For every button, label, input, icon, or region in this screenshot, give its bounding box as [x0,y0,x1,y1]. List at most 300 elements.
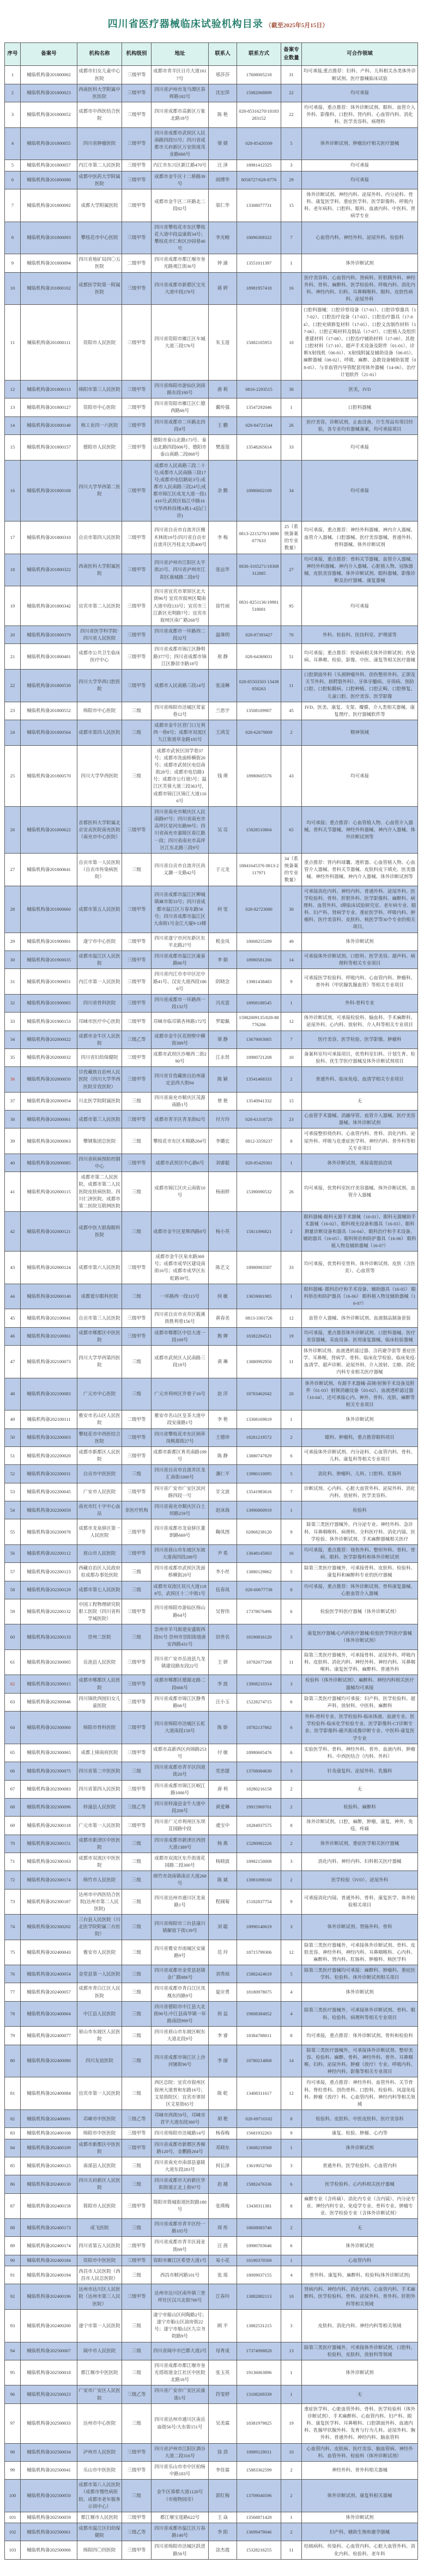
cell-contact-person: 付 敏 [209,1744,237,1762]
cell-phone: 18841645376 0813-2117971 [237,853,281,886]
cell-specialty-count: 1 [281,2360,302,2385]
cell-specialty-count: 11 [281,1345,302,1378]
table-row [5,1544,418,1562]
cell-contact-person: 温珠明 [209,626,237,644]
cell-address: 四川省成都市青羊区经一路105号 [152,2219,209,2237]
cell-institution-name: 四川省肿瘤医院 [77,127,122,160]
cell-specialty-count: 38 [281,380,302,398]
cell-contact-person: 李 睿 [209,2027,237,2045]
cell-institution-level: 三级 [122,2157,152,2175]
cell-registration-number: 械临机构备202000050 [21,1067,77,1093]
cell-registration-number: 械临机构备202100073 [21,1345,77,1378]
cell-cooperation-scope: IVD、医美、康复、支架、瓣膜、介入类相关器械、康复理疗、医疗器械软件等 [302,702,418,720]
cell-contact-person: 朱玉莲 [209,305,237,381]
cell-cooperation-scope: 均可承接，重点推荐：神经外科、血管外科、关节骨科、脊柱骨科、创伤骨科、口腔科、检验科、风湿免疫科、肿瘤（放疗）科、心血管内科、神经内科等相关领域 [302,2077,418,2110]
cell-institution-level: 三级 [122,2480,152,2512]
cell-address: 四川省攀枝花市东区攀枝花大道中段益康街34号；攀枝花市仁和区沙园巷40号 [152,222,209,254]
cell-serial: 3 [5,102,21,128]
cell-serial: 42 [5,1212,21,1252]
table-row [5,416,418,434]
cell-contact-person: 王 妍 [209,1649,237,1675]
cell-institution-name: 成都市青白江区人民医院 [77,1983,122,2001]
cell-specialty-count: 10 [281,2443,302,2461]
cell-specialty-count: 11 [281,1649,302,1675]
cell-cooperation-scope: 均可承接，重点推荐：体外诊断试剂、骨科和检验科 [302,2027,418,2045]
table-row [5,1446,418,1464]
cell-address: 成都市双流区东升街道花园路二段300号 [152,1853,209,1870]
cell-institution-name: 中江县人民医院 [77,2001,122,2027]
cell-contact-person: 易小花 [209,2255,237,2266]
cell-address: 四川省自贡市自流井区龙汇南街1000号 [152,1465,209,1483]
cell-cooperation-scope: 血管介入器械、体外诊断试剂、血液制品制备套装 [302,1309,418,1327]
cell-phone: 18009037155 [237,2266,281,2284]
cell-institution-level: 三级甲等 [122,435,152,461]
cell-serial: 28 [5,886,21,933]
cell-institution-level: 三级甲等 [122,222,152,254]
cell-contact-person: 李 波 [209,1675,237,1693]
cell-registration-number: 械临机构备202500066 [21,2541,77,2559]
table-row [5,2541,418,2559]
cell-registration-number: 械临机构备202500007 [21,2342,77,2360]
cell-registration-number: 械临机构备202100083 [21,1378,77,1410]
cell-phone: 13568871428 [237,2512,281,2523]
cell-address: 成都市武侯区沙堰西二街290号 [152,1048,209,1066]
cell-address: 四川省成都市锦江区静秀路66号 [152,1693,209,1711]
cell-phone: 13438311381 [237,2193,281,2219]
cell-phone: 15882424619 [237,1965,281,1983]
cell-address: 四川省成都市锦江区静明路377号；四川省成都市锦江区静居寺路18号 [152,644,209,670]
cell-specialty-count: 1 [281,1154,302,1172]
cell-cooperation-scope: 体外诊断试剂、肿瘤治疗相关医疗器械 [302,127,418,160]
cell-institution-name: 中国工程物理研究院职工医院（四川省科学城医院） [77,1599,122,1624]
cell-specialty-count: 11 [281,2541,302,2559]
cell-registration-number: 械临机构备201800168 [21,460,77,521]
cell-phone: 18989129011 [237,2443,281,2461]
cell-address: 成都市人民南路三段14号 [152,669,209,702]
cell-address: 四川省南充市顺庆区人民南路97号；四川省南充市高坪区星河东路99号；四川省南充市嘉陵区春江路一段；四川省南充市高坪区江东北路三段9号 [152,806,209,853]
table-row [5,272,418,305]
cell-cooperation-scope: 针灸康复科、泌尿外科、乳腺科 [302,1762,418,1780]
cell-serial: 92 [5,2284,21,2310]
table-row [5,806,418,853]
cell-address: 成都市青羊区日月大道1617号 [152,66,209,84]
cell-specialty-count: 4 [281,2266,302,2284]
cell-phone: 15828510804 [237,806,281,853]
cell-institution-name: 成都市新都区中医医院 [77,2139,122,2157]
cell-contact-person: 蒋 婷 [209,272,237,305]
cell-institution-level: 三级 [122,1871,152,1889]
table-row [5,2219,418,2237]
cell-institution-level: 三级 [122,2360,152,2385]
table-row [5,1871,418,1889]
cell-cooperation-scope: 均可承接；重点推荐：传染病相关体外诊断试剂；传染病、耳鼻喉、检验、影像、中医、康复等相关医疗器械 [302,644,418,670]
cell-registration-number: 械临机构备202200020 [21,1446,77,1464]
cell-institution-name: 达州市中西医结合医院(达州市第二人民医院) [77,1889,122,1915]
table-row [5,1624,418,1650]
cell-contact-person: 邬仁华 [209,189,237,222]
cell-phone: 028-82723080 [237,886,281,933]
cell-serial: 96 [5,2385,21,2403]
cell-contact-person: 张玉英 [209,2360,237,2385]
table-row [5,2403,418,2443]
cell-serial: 35 [5,1048,21,1066]
cell-institution-name: 眉山市东坡区人民医院 [77,2027,122,2045]
cell-serial: 55 [5,1519,21,1545]
cell-institution-name: 四川大学华西第四医院 [77,1345,122,1378]
cell-serial: 53 [5,1483,21,1501]
cell-registration-number: 械临机构备202000063 [21,1128,77,1154]
cell-institution-level: 三级甲等 [122,1744,152,1762]
cell-institution-level: 三级甲等 [122,1428,152,1446]
cell-registration-number: 械临机构备202300083 [21,1780,77,1798]
cell-serial: 56 [5,1544,21,1562]
cell-institution-name: 泸州市人民医院 [77,2443,122,2461]
cell-address: 四川省绵阳市涪城区长虹大道南段158号 [152,1712,209,1744]
cell-institution-name: 成都市双流区中医医院 [77,1853,122,1870]
cell-cooperation-scope: 检验医学科医疗器械（体外诊断试剂） [302,1599,418,1624]
cell-cooperation-scope: 体外诊断试剂 [302,1983,418,2001]
cell-cooperation-scope: 口腔科器械 [302,398,418,416]
cell-institution-level: 三级甲等 [122,521,152,554]
cell-institution-name: 川北医学院附属医院 [77,1092,122,1110]
cell-institution-name: 绵阳市第三人民医院 [77,380,122,398]
cell-institution-level: 三级 [122,1378,152,1410]
table-row [5,1675,418,1693]
cell-contact-person: 侯 益 [209,2001,237,2027]
cell-contact-person: 陈艺文 [209,1252,237,1284]
cell-specialty-count: 8 [281,2193,302,2219]
cell-address: 四川省泸州市江阳区太平街25号、四川省泸州市江阳区康城路二段8号 [152,554,209,586]
cell-institution-name: 四川省第五人民医院 [77,2237,122,2255]
cell-serial: 47 [5,1345,21,1378]
cell-phone: 028-69710102 [237,2110,281,2128]
cell-address: 成都市金牛区星辉西路8号 [152,1212,209,1252]
cell-institution-name: 雅安市名山区人民医院 [77,1410,122,1428]
cell-institution-level: 三级 [122,1465,152,1483]
cell-institution-name: 成都市新津区中医医院 [77,1835,122,1853]
cell-registration-number: 械临机构备202500061 [21,2523,77,2541]
cell-institution-name: 攀枝花市中心医院 [77,222,122,254]
cell-serial: 52 [5,1465,21,1483]
cell-cooperation-scope: 体外诊断试剂。可承接检验科、输血科、手术麻醉科、泌尿外科、心内科、放射科、介入科等相关专业项目 [302,1013,418,1031]
cell-phone: 13541983616 [237,1483,281,1501]
cell-institution-level: 三级甲等 [122,554,152,586]
cell-cooperation-scope: 体外诊断试剂 [302,933,418,950]
cell-registration-number: 械临机构备202400064 [21,2001,77,2027]
cell-specialty-count: 2 [281,1780,302,1798]
cell-institution-name: 自贡市第四人民医院 [77,521,122,554]
cell-registration-number: 械临机构备202400091 [21,2110,77,2128]
cell-contact-person: 符雯婷 [209,2385,237,2403]
cell-specialty-count: 1 [281,1284,302,1309]
table-row [5,969,418,995]
cell-registration-number: 械临机构备202000124 [21,1252,77,1284]
cell-specialty-count: 3 [281,160,302,171]
cell-institution-level: 二级甲等 [122,1410,152,1428]
table-row [5,2157,418,2175]
cell-address: 四川省广元市利州区东坝苴国路中段 [152,1817,209,1835]
cell-cooperation-scope: 医疗美容科、心血管内科、肾病科、肝胆胰外科、神经外科、骨科、麻醉科、医学检验科、呼吸内科、消化内科、神经内科、妇科、耳鼻咽喉科、眼科、皮肤性病科、泌尿外科 [302,272,418,305]
cell-contact-person: 李 阳 [209,2523,237,2541]
cell-specialty-count: 14 [281,2045,302,2077]
cell-contact-person: 杨雨婷 [209,1172,237,1212]
cell-institution-level: 三级甲等 [122,626,152,644]
cell-serial: 39 [5,1128,21,1154]
cell-specialty-count: 2 [281,2219,302,2237]
cell-cooperation-scope: 心血管内科 [302,2255,418,2266]
cell-institution-name: 成都大学附属医院 [77,189,122,222]
cell-specialty-count: 3 [281,1853,302,1870]
cell-serial: 71 [5,1853,21,1870]
cell-phone: 13551011397 [237,254,281,272]
table-row [5,1649,418,1675]
cell-contact-person: 曾 艳 [209,1092,237,1110]
cell-cooperation-scope: 可承接体外诊断试剂、口腔科、医学美容、超声科、病理科等相关专业项目 [302,951,418,969]
cell-institution-level: 三级甲等 [122,84,152,102]
cell-registration-number: 械临机构备202500023 [21,2385,77,2403]
cell-serial: 25 [5,745,21,806]
cell-serial: 14 [5,416,21,434]
cell-cooperation-scope: 体外诊断试剂 [302,2237,418,2255]
cell-cooperation-scope: 普通外科、医学检验科、心血管内科 [302,2157,418,2175]
col-header-cooperation-scope: 可合作领域 [302,43,418,66]
cell-cooperation-scope: 除第三类医疗器械均可承接：麻醉科、肿瘤科、重症医学科、检验科、体外诊断试剂相关项目 [302,1965,418,1983]
cell-registration-number: 械临机构备202300151 [21,1835,77,1853]
cell-institution-name: 南部县人民医院 [77,2157,122,2175]
cell-phone: 18783462042 [237,1378,281,1410]
cell-registration-number: 械临机构备202000032 [21,1048,77,1066]
cell-address: 四川省成都市都江堰市奎光路观江街36号 [152,254,209,272]
cell-institution-name: 内江市第二人民医院 [77,160,122,171]
cell-institution-name: 四川省第四人民医院 [77,1780,122,1798]
cell-registration-number: 械临机构备202300065 [21,1744,77,1762]
table-row [5,435,418,461]
table-row [5,2480,418,2512]
cell-institution-name: 成都中医药大学附属医院 [77,171,122,189]
cell-specialty-count: 5 [281,1965,302,1983]
table-row [5,669,418,702]
cell-serial: 98 [5,2443,21,2461]
cell-institution-level: 三级甲等 [122,933,152,950]
cell-institution-level: 三级 [122,1762,152,1780]
cell-institution-level: 三级 [122,1624,152,1650]
table-row [5,460,418,521]
cell-institution-name: 广元市中心医院 [77,1378,122,1410]
cell-contact-person: 郭红梅 [209,2480,237,2512]
cell-phone: 13540941332 [237,1092,281,1110]
cell-phone: 8058727/028-8776 [237,171,281,189]
cell-institution-name: 西藏自治区人民政府驻成都办事处医院 [77,1563,122,1581]
cell-contact-person: 黄爱琳 [209,1798,237,1816]
cell-phone: 028-85503503 13438058263 [237,669,281,702]
cell-institution-level: 三级甲等 [122,2255,152,2266]
cell-specialty-count: 2 [281,2480,302,2512]
cell-institution-level: 三级甲等 [122,460,152,521]
cell-registration-number: 械临机构备201800102 [21,272,77,305]
table-row [5,720,418,746]
cell-contact-person: 梁 婧 [209,127,237,160]
table-row [5,994,418,1012]
cell-address: 四川省乐山市市中区柏杨中路183号 [152,2461,209,2479]
cell-address: 四川省成都市一环路西一段132号 [152,994,209,1012]
cell-institution-level: 三级 [122,2309,152,2342]
cell-institution-level: 三级 [122,2219,152,2237]
cell-cooperation-scope: 除第三类医疗器械均可承接：妇产科、医学检验科、超声科、放射科、中医科、麻醉科 [302,1693,418,1711]
cell-phone: 17608005218 [237,66,281,84]
cell-address: 四川省遂宁市河东新区东平北路27号 [152,933,209,950]
cell-serial: 1 [5,66,21,84]
cell-contact-person: 周 彤 [209,2219,237,2237]
cell-institution-name: 成都市第五人民医院 [77,886,122,933]
table-row [5,1762,418,1780]
cell-phone: 13980110095 [237,1465,281,1483]
cell-serial: 85 [5,2157,21,2175]
cell-cooperation-scope: 体外诊断试剂 [302,2360,418,2385]
cell-phone: 18782137862 [237,1712,281,1744]
cell-address: 攀枝花市东区木棉路284号 [152,1128,209,1154]
cell-institution-name: 邛崃市中医医院 [77,2110,122,2128]
cell-serial: 66 [5,1762,21,1780]
cell-address: 四川省内江市市中区沱中路41号、汉安大道西段1866号 [152,969,209,995]
cell-specialty-count: 33 [281,1252,302,1284]
col-header-specialty-count: 备案专业数量 [281,43,302,66]
table-row [5,1501,418,1519]
cell-cooperation-scope: 均可承接，重点推荐：骨科关节器械、血管介入器械、神经外科器械、神内介入器械、心脏植入物、冠脉器械、皮肤美容器械、体外诊断试剂、眼科器械、影像诊断及治疗器械、康复器械 [302,554,418,586]
cell-contact-person: 李 丽 [209,2045,237,2077]
cell-address: 达州市达川区南外镇三里坪社区汉兴北街700号 [152,2284,209,2310]
cell-cooperation-scope: 体外诊断试剂、康复科相关器械 [302,2480,418,2512]
cell-institution-name: 南充市红十字中心血站 [77,1501,122,1519]
cell-contact-person: 陈 颖 [209,1067,237,1093]
cell-serial: 18 [5,554,21,586]
cell-cooperation-scope: 均可承接 [302,84,418,102]
cell-institution-name: 阆中市人民医院 [77,2342,122,2360]
cell-registration-number: 械临机构备201900035 [21,951,77,969]
cell-address: 西昌市顺河路101号 [152,2266,209,2284]
cell-address: 简阳市简城街道医院路180号 [152,2193,209,2219]
cell-institution-level: 二级甲等 [122,254,152,272]
cell-institution-level: 三级 [122,2001,152,2027]
cell-address: 德阳市泰山北路173号、泰山北路四段606号、德阳市泰山南路二段868号 [152,435,209,461]
cell-serial: 62 [5,1675,21,1693]
cell-cooperation-scope: 外科-骨科专业、医学检验科-临床体液、血液专业、医学检验科-临床化学检验专业、医学影像科-CT诊断专业、医学影像科-磁共振成像诊断专业、中医科-康复医学专业 [302,1712,418,1744]
cell-serial: 20 [5,626,21,644]
cell-contact-person: 税金凤 [209,933,237,950]
cell-cooperation-scope: 均可承接 [302,745,418,806]
cell-contact-person: 王 鹏 [209,416,237,434]
table-row [5,586,418,626]
cell-address: 四川省宜宾市翠屏区北大街96号 宜宾市叙州区蜀南大道中段133号；宜宾市三江新区光明路7号；宜宾市叙州区南广路268号 [152,586,209,626]
cell-specialty-count: 7 [281,222,302,254]
cell-specialty-count: 3 [281,2309,302,2342]
cell-institution-name: 邛崃市医疗中心医院 [77,1013,122,1031]
cell-contact-person: 范 玲 [209,1940,237,1965]
cell-specialty-count: 1 [281,994,302,1012]
cell-institution-level: 三级 [122,1889,152,1915]
cell-institution-level: 三级甲等 [122,1780,152,1798]
cell-phone: 13981438483 [237,969,281,995]
table-row [5,886,418,933]
cell-contact-person: 母育成 [209,2342,237,2360]
cell-address: 四川省广安市岳池县九龙镇建设路东段22号 [152,1649,209,1675]
cell-address: 四川省绵阳市涪城区跃进路56号 [152,2541,209,2559]
cell-address: 绵竹市剑南镇南京大道268号 [152,1871,209,1889]
cell-phone: 0830-3165271/18308312885 [237,554,281,586]
cell-institution-level: 三级甲等 [122,1327,152,1345]
table-row [5,1092,418,1110]
cell-contact-person: 何 雯 [209,886,237,933]
cell-institution-level: 三级甲等 [122,1252,152,1284]
cell-phone: 13108269339 [237,2385,281,2403]
cell-phone: 18980703646 [237,2237,281,2255]
cell-address: 四川省资阳市雁江区仁德西路66号 [152,398,209,416]
cell-institution-name: 首都医科大学附属北京安贞医院南充医院（南充市中心医院） [77,806,122,853]
cell-serial: 65 [5,1744,21,1762]
table-row [5,1172,418,1212]
cell-institution-level: 三级甲等 [122,1544,152,1562]
cell-serial: 90 [5,2255,21,2266]
cell-serial: 31 [5,969,21,995]
title-date-note: （截至2025年5月15日） [265,22,329,29]
cell-cooperation-scope: 均可承接，重点推荐体外诊断试剂、口腔科器械、医疗美容器械、采血设备、医用康复器械、临床检验器械 [302,1327,418,1345]
cell-specialty-count: 9 [281,2128,302,2139]
cell-cooperation-scope: 无 [302,2385,418,2403]
cell-institution-name: 成都市第二人民医院、成都市第二人民医院皮肤病医院、四川仁济医院、成都市第二医院互联网医院 [77,1172,122,1212]
cell-cooperation-scope: 可承接体外诊断试剂、内分泌科、心血管内科、骨科、儿科、康复科等相关专业项目 [302,1446,418,1464]
cell-registration-number: 械临机构备202200132 [21,1599,77,1624]
cell-contact-person: 阎博华 [209,171,237,189]
cell-address: 四川省绵阳市游仙区剑南路东段190号 [152,380,209,398]
cell-cooperation-scope: 可承接整形烧伤科、心血管内科、骨科、消化内科、泌尿外科、呼吸与危重症医学科、神经内科、普外科等相关专业项目 [302,1128,418,1154]
table-row [5,1563,418,1581]
cell-institution-name: 乐山市中医医院 [77,2461,122,2479]
cell-serial: 91 [5,2266,21,2284]
cell-institution-name: 崇州二医院 [77,1624,122,1650]
cell-phone: 18608083740 [237,2219,281,2237]
cell-phone: 13882882113 [237,2284,281,2310]
cell-contact-person: 汪小玉 [209,1693,237,1711]
cell-registration-number: 械临机构备202400158 [21,2193,77,2219]
cell-cooperation-scope: 可承接消化内科、神经内科、普通外科、泌尿外科、医学检验科、骨科、肝胆外科、医学影像科、麻醉科、病理科、血管外科、I期临床试验研究室、老年病专业、眼科、妇产科、肾病学专业、重症医学科、呼吸内科、肿瘤科、医疗美容科、皮肤科、核医学等30个专业的相关项目。 [302,886,418,933]
cell-specialty-count: 12 [281,1940,302,1965]
cell-contact-person: 杨 燕 [209,1835,237,1853]
cell-serial: 97 [5,2403,21,2443]
cell-registration-number: 械临机构备202500059 [21,2512,77,2523]
table-row [5,1252,418,1284]
cell-contact-person: 甘文波 [209,1483,237,1501]
cell-serial: 4 [5,127,21,160]
cell-serial: 89 [5,2237,21,2255]
cell-cooperation-scope: 实验医学科、骨科、神经外科、普外、血液内科、肿瘤科、中西医结合（内科、外科） [302,1744,418,1762]
cell-serial: 15 [5,435,21,461]
cell-cooperation-scope: 体外诊断试剂 [302,1410,418,1428]
table-row [5,1483,418,1501]
cell-contact-person: 张凌琳 [209,669,237,702]
cell-phone: 028-61318720 [237,1111,281,1128]
cell-serial: 26 [5,806,21,853]
cell-cooperation-scope: 口腔颌面外科（头颈肿瘤外科、创伤整形外科、正颌及关节外科、唇腭裂外科）、牙体牙髓病、牙周病、预防口腔、口腔粘膜病、口腔种植、口腔正畸、口腔修复、儿童口腔、医疗美容、医学影像 [302,669,418,702]
cell-institution-name: 四川天府新区人民医院 [77,2175,122,2193]
cell-contact-person: 陈 斌 [209,1871,237,1889]
cell-registration-number: 械临机构备202000061 [21,1111,77,1128]
cell-specialty-count: 9 [281,1519,302,1545]
cell-address: 资阳市雁江区希望大道1号 [152,2255,209,2266]
cell-contact-person: 刘秀琼 [209,1965,237,1983]
cell-registration-number: 械临机构备202400200 [21,2309,77,2342]
cell-specialty-count: 5 [281,127,302,160]
cell-phone: 028-62679809 [237,720,281,746]
cell-serial: 60 [5,1624,21,1650]
